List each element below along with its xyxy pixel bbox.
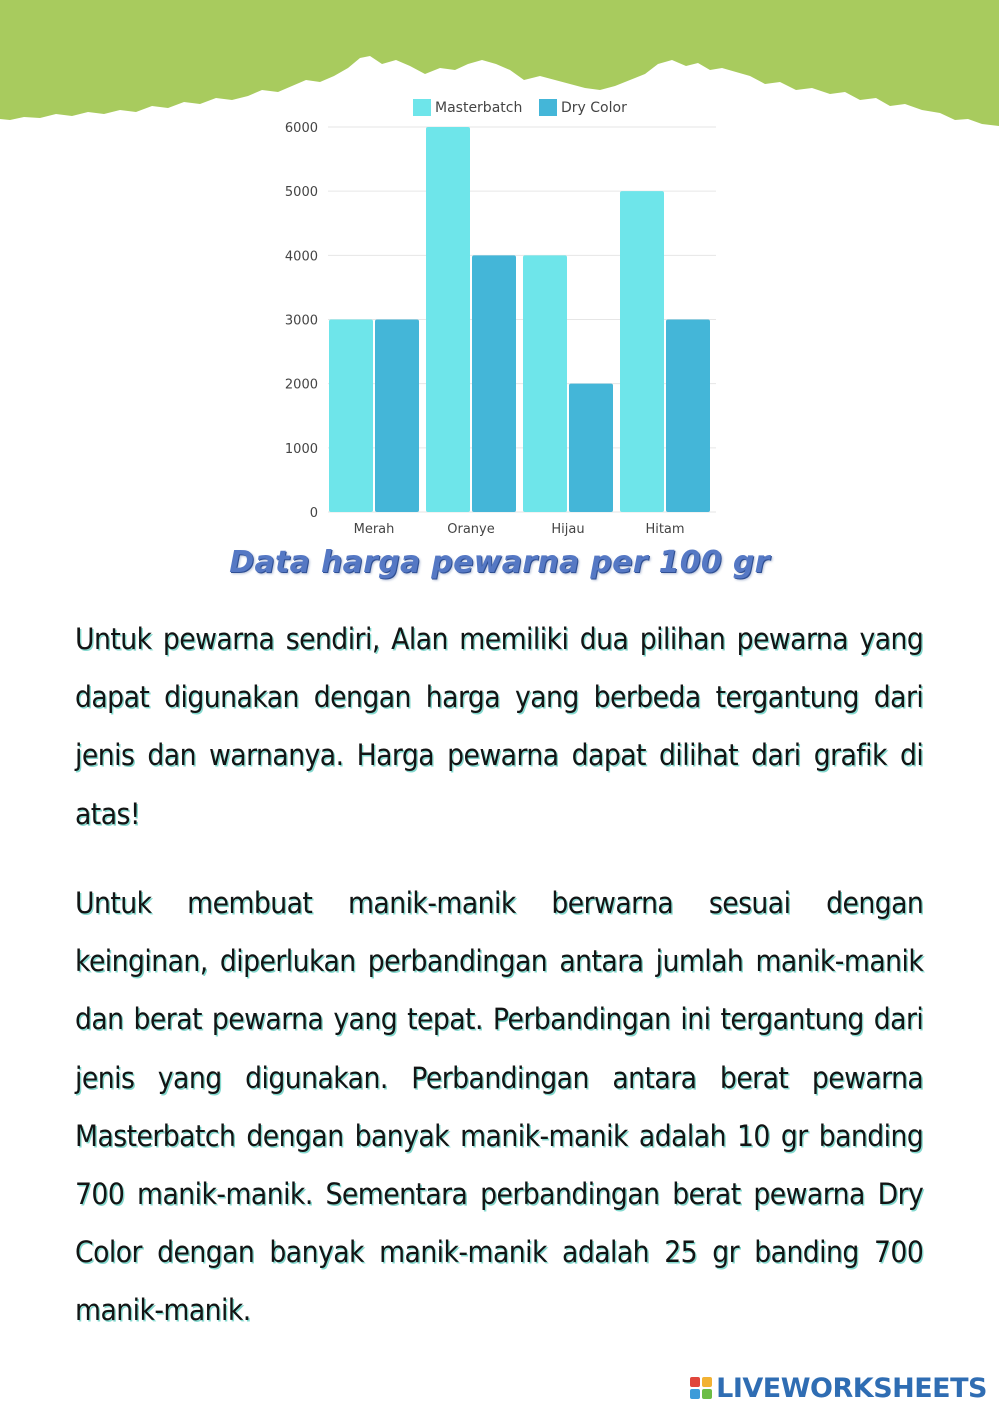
legend-label: Dry Color bbox=[561, 100, 627, 116]
y-tick-label: 3000 bbox=[284, 313, 318, 329]
chart-legend bbox=[413, 99, 627, 116]
legend-swatch bbox=[539, 99, 557, 116]
y-tick-label: 0 bbox=[309, 506, 318, 521]
liveworksheets-brand-text: LIVEWORKSHEETS bbox=[716, 1372, 987, 1404]
y-tick-label: 6000 bbox=[284, 121, 318, 136]
paragraph-ratio: Untuk membuat manik-manik berwarna sesuai dengan keinginan, diperlukan perbandingan antara jumlah manik-manik dan berat pewarna yang tepat. Perbandingan ini tergantung dari jenis yang digunakan. Perbandingan antara berat pewarna Masterbatch dengan banyak manik-manik adalah 10 gr banding 700 manik-manik. Sementara perbandingan berat pewarna Dry Color dengan banyak manik-manik adalah 25 gr banding 700 manik-manik. bbox=[75, 886, 924, 1328]
bar-masterbatch-hijau bbox=[523, 255, 567, 512]
bar-masterbatch-oranye bbox=[426, 127, 470, 512]
bar-dry-color-oranye bbox=[472, 255, 516, 512]
liveworksheets-logo[interactable] bbox=[690, 1370, 987, 1406]
x-tick-label: Merah bbox=[353, 522, 395, 537]
x-tick-label: Hijau bbox=[551, 522, 585, 537]
y-tick-label: 4000 bbox=[284, 249, 318, 265]
chart-caption: Data harga pewarna per 100 gr bbox=[229, 545, 770, 580]
y-tick-label: 2000 bbox=[284, 377, 318, 393]
bar-dry-color-merah bbox=[375, 320, 419, 513]
bar-masterbatch-hitam bbox=[620, 191, 664, 512]
paragraph-intro: Untuk pewarna sendiri, Alan memiliki dua pilihan pewarna yang dapat digunakan dengan harga yang berbeda tergantung dari jenis dan warnanya. Harga pewarna dapat dilihat dari grafik di atas! bbox=[75, 622, 924, 831]
legend-label: Masterbatch bbox=[435, 100, 523, 116]
bar-dry-color-hijau bbox=[569, 384, 613, 512]
y-tick-label: 1000 bbox=[284, 441, 318, 457]
x-tick-label: Oranye bbox=[447, 522, 495, 537]
x-tick-label: Hitam bbox=[645, 522, 685, 537]
liveworksheets-logo-icon bbox=[690, 1377, 712, 1399]
bar-masterbatch-merah bbox=[329, 320, 373, 513]
y-tick-label: 5000 bbox=[284, 185, 318, 201]
legend-swatch bbox=[413, 99, 431, 116]
price-bar-chart bbox=[270, 92, 730, 542]
x-axis-ticks bbox=[354, 522, 685, 537]
y-axis-ticks bbox=[285, 121, 318, 521]
bar-dry-color-hitam bbox=[666, 320, 710, 513]
